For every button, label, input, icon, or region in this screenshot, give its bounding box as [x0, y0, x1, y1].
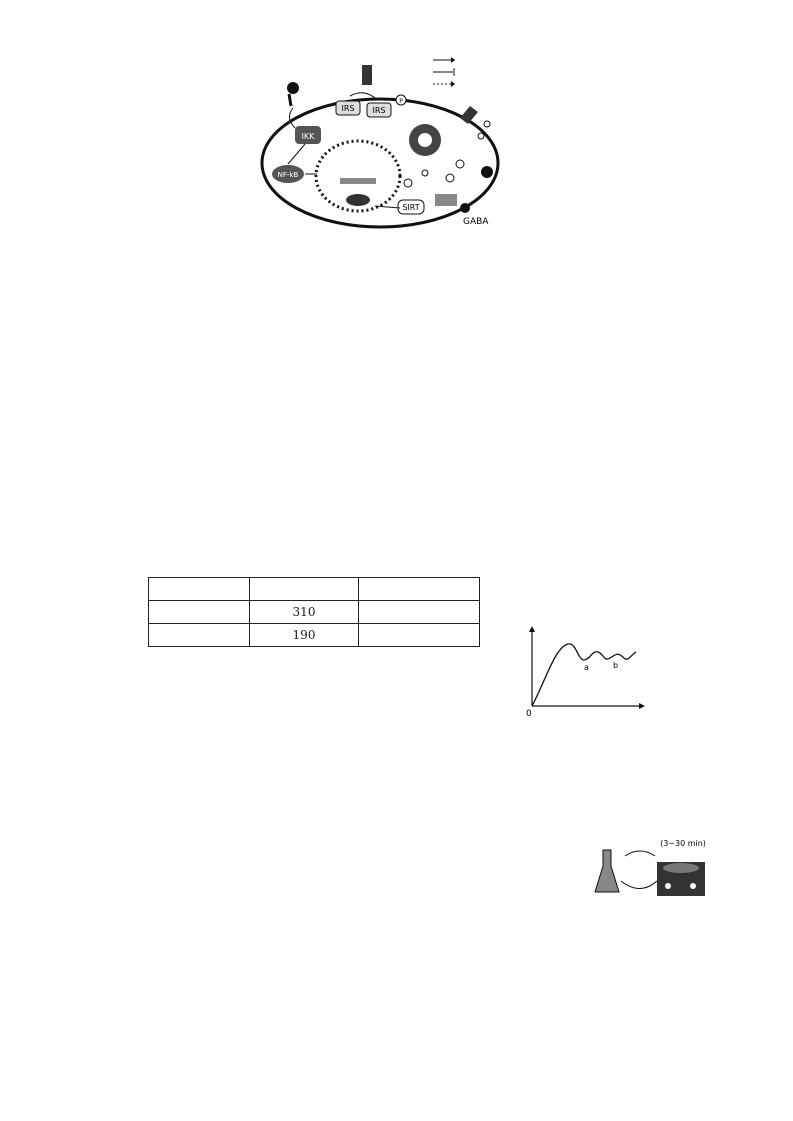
- population-curve: [532, 644, 636, 706]
- label-irs-1: IRS: [341, 104, 355, 113]
- table-cell: [149, 601, 250, 624]
- table-cell: [359, 624, 480, 647]
- label-gaba: GABA: [463, 217, 489, 227]
- label-sirt: SIRT: [402, 203, 420, 212]
- label-p: P: [399, 98, 403, 105]
- chart-point-a: a: [584, 663, 589, 672]
- table-cell: 190: [250, 624, 359, 647]
- table-cell: [149, 624, 250, 647]
- cell-signaling-figure: [255, 48, 555, 233]
- table-header: [359, 578, 480, 601]
- table-header: [250, 578, 359, 601]
- table-cell: 310: [250, 601, 359, 624]
- spore-treatment-figure: [565, 826, 715, 908]
- chart-point-b: b: [613, 661, 619, 670]
- population-curve-figure: [510, 622, 650, 722]
- table-header-row: [149, 578, 480, 601]
- cytokine-left-icon: [287, 82, 299, 94]
- cytokine-right-icon: [481, 166, 493, 178]
- table-row: [149, 624, 480, 647]
- label-irs-2: IRS: [372, 106, 386, 115]
- insulin-receptor: [362, 65, 372, 85]
- chart-origin: 0: [526, 709, 532, 719]
- flask-icon: [595, 850, 619, 892]
- table-header: [149, 578, 250, 601]
- table-cell: [359, 601, 480, 624]
- label-nfkb: NF-kB: [277, 171, 299, 179]
- mark-recapture-table: [148, 577, 480, 647]
- figure-title-line-2: (3~30 min): [660, 839, 706, 848]
- table-row: [149, 601, 480, 624]
- label-ikk: IKK: [301, 132, 315, 141]
